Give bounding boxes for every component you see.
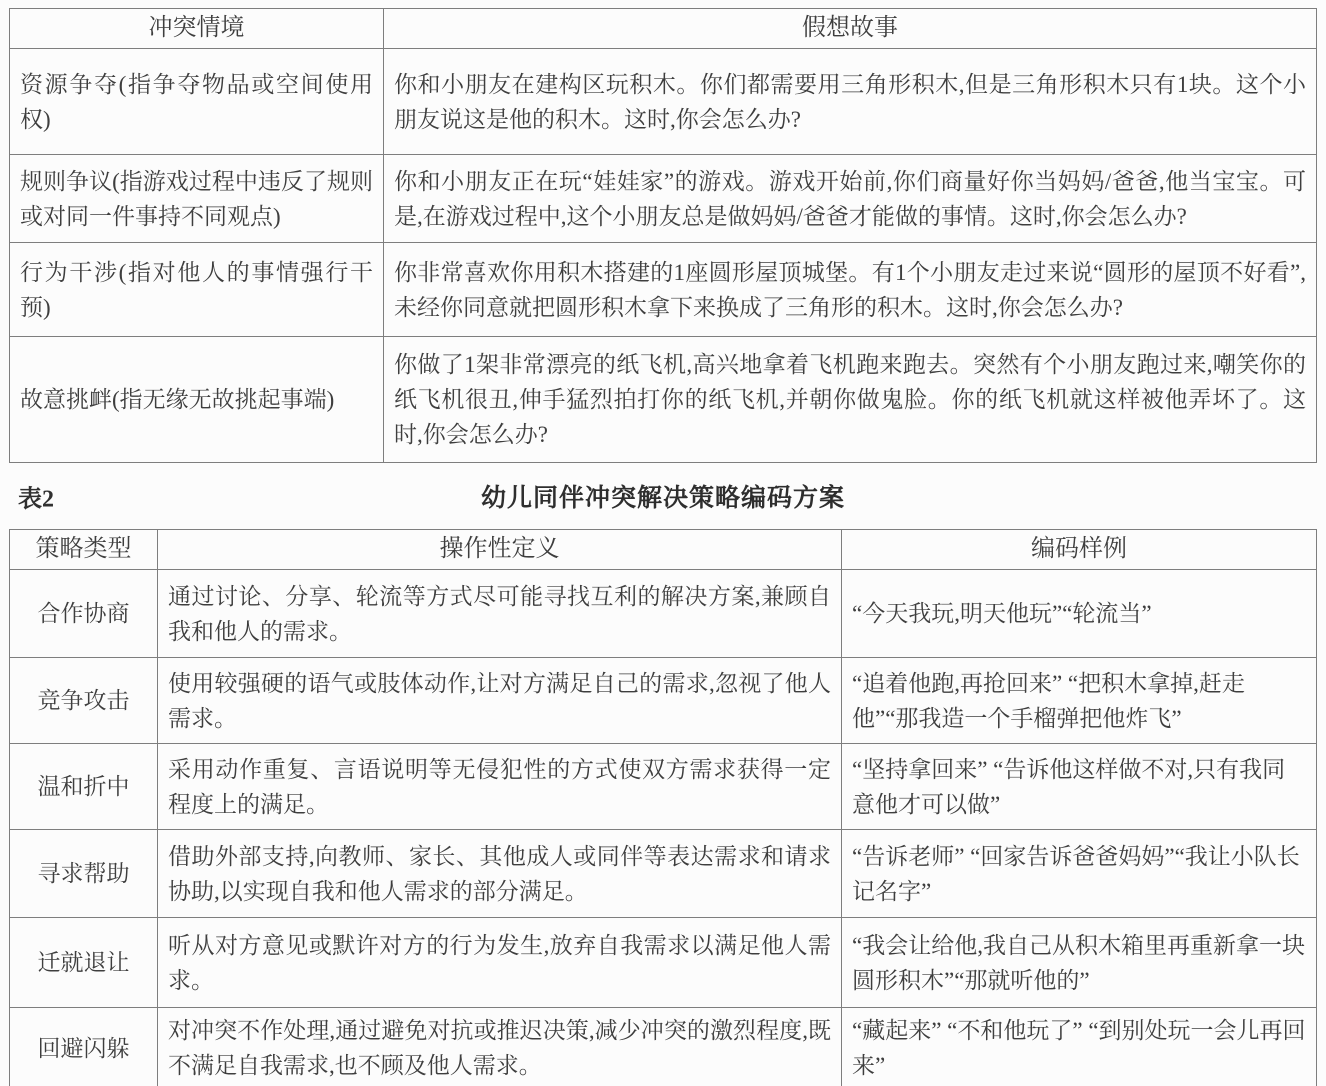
strategy-type-cell: 温和折中 — [10, 744, 158, 830]
definition-cell: 采用动作重复、言语说明等无侵犯性的方式使双方需求获得一定程度上的满足。 — [158, 744, 842, 830]
table-row — [10, 744, 1317, 830]
situation-cell: 规则争议(指游戏过程中违反了规则或对同一件事持不同观点) — [10, 155, 384, 243]
table2-number-label: 表2 — [18, 486, 54, 513]
table-row — [10, 155, 1317, 243]
definition-cell: 通过讨论、分享、轮流等方式尽可能寻找互利的解决方案,兼顾自我和他人的需求。 — [158, 570, 842, 658]
story-cell: 你做了1架非常漂亮的纸飞机,高兴地拿着飞机跑来跑去。突然有个小朋友跑过来,嘲笑你的纸飞机很丑,伸手猛烈拍打你的纸飞机,并朝你做鬼脸。你的纸飞机就这样被他弄坏了。这时,你会怎么办? — [384, 337, 1317, 463]
table-header-row — [10, 530, 1317, 570]
table-row — [10, 49, 1317, 155]
table-row — [10, 830, 1317, 918]
examples-cell: “藏起来” “不和他玩了” “到别处玩一会儿再回来” — [842, 1008, 1317, 1086]
table-row — [10, 570, 1317, 658]
situation-cell: 故意挑衅(指无缘无故挑起事端) — [10, 337, 384, 463]
examples-cell: “今天我玩,明天他玩”“轮流当” — [842, 570, 1317, 658]
definition-cell: 听从对方意见或默许对方的行为发生,放弃自我需求以满足他人需求。 — [158, 918, 842, 1008]
table2-caption — [9, 463, 1317, 529]
definition-cell: 对冲突不作处理,通过避免对抗或推迟决策,减少冲突的激烈程度,既不满足自我需求,也不顾及他人需求。 — [158, 1008, 842, 1086]
column-header-operational-definition: 操作性定义 — [158, 530, 842, 570]
table-row — [10, 658, 1317, 744]
column-header-strategy-type: 策略类型 — [10, 530, 158, 570]
situation-cell: 行为干涉(指对他人的事情强行干预) — [10, 243, 384, 337]
story-cell: 你和小朋友在建构区玩积木。你们都需要用三角形积木,但是三角形积木只有1块。这个小朋友说这是他的积木。这时,你会怎么办? — [384, 49, 1317, 155]
coding-scheme-table — [9, 529, 1317, 1086]
story-cell: 你非常喜欢你用积木搭建的1座圆形屋顶城堡。有1个小朋友走过来说“圆形的屋顶不好看”,未经你同意就把圆形积木拿下来换成了三角形的积木。这时,你会怎么办? — [384, 243, 1317, 337]
examples-cell: “告诉老师” “回家告诉爸爸妈妈”“我让小队长记名字” — [842, 830, 1317, 918]
conflict-situation-table — [9, 8, 1317, 463]
column-header-situation: 冲突情境 — [10, 9, 384, 49]
definition-cell: 借助外部支持,向教师、家长、其他成人或同伴等表达需求和请求协助,以实现自我和他人需求的部分满足。 — [158, 830, 842, 918]
column-header-story: 假想故事 — [384, 9, 1317, 49]
definition-cell: 使用较强硬的语气或肢体动作,让对方满足自己的需求,忽视了他人需求。 — [158, 658, 842, 744]
story-cell: 你和小朋友正在玩“娃娃家”的游戏。游戏开始前,你们商量好你当妈妈/爸爸,他当宝宝。可是,在游戏过程中,这个小朋友总是做妈妈/爸爸才能做的事情。这时,你会怎么办? — [384, 155, 1317, 243]
column-header-coding-examples: 编码样例 — [842, 530, 1317, 570]
table-header-row — [10, 9, 1317, 49]
table-row — [10, 918, 1317, 1008]
strategy-type-cell: 合作协商 — [10, 570, 158, 658]
strategy-type-cell: 回避闪躲 — [10, 1008, 158, 1086]
table-row — [10, 243, 1317, 337]
strategy-type-cell: 迁就退让 — [10, 918, 158, 1008]
table2-title: 幼儿同伴冲突解决策略编码方案 — [480, 485, 845, 512]
strategy-type-cell: 寻求帮助 — [10, 830, 158, 918]
examples-cell: “坚持拿回来” “告诉他这样做不对,只有我同意他才可以做” — [842, 744, 1317, 830]
situation-cell: 资源争夺(指争夺物品或空间使用权) — [10, 49, 384, 155]
strategy-type-cell: 竞争攻击 — [10, 658, 158, 744]
examples-cell: “追着他跑,再抢回来” “把积木拿掉,赶走他”“那我造一个手榴弹把他炸飞” — [842, 658, 1317, 744]
table-row — [10, 1008, 1317, 1086]
examples-cell: “我会让给他,我自己从积木箱里再重新拿一块圆形积木”“那就听他的” — [842, 918, 1317, 1008]
table-row — [10, 337, 1317, 463]
